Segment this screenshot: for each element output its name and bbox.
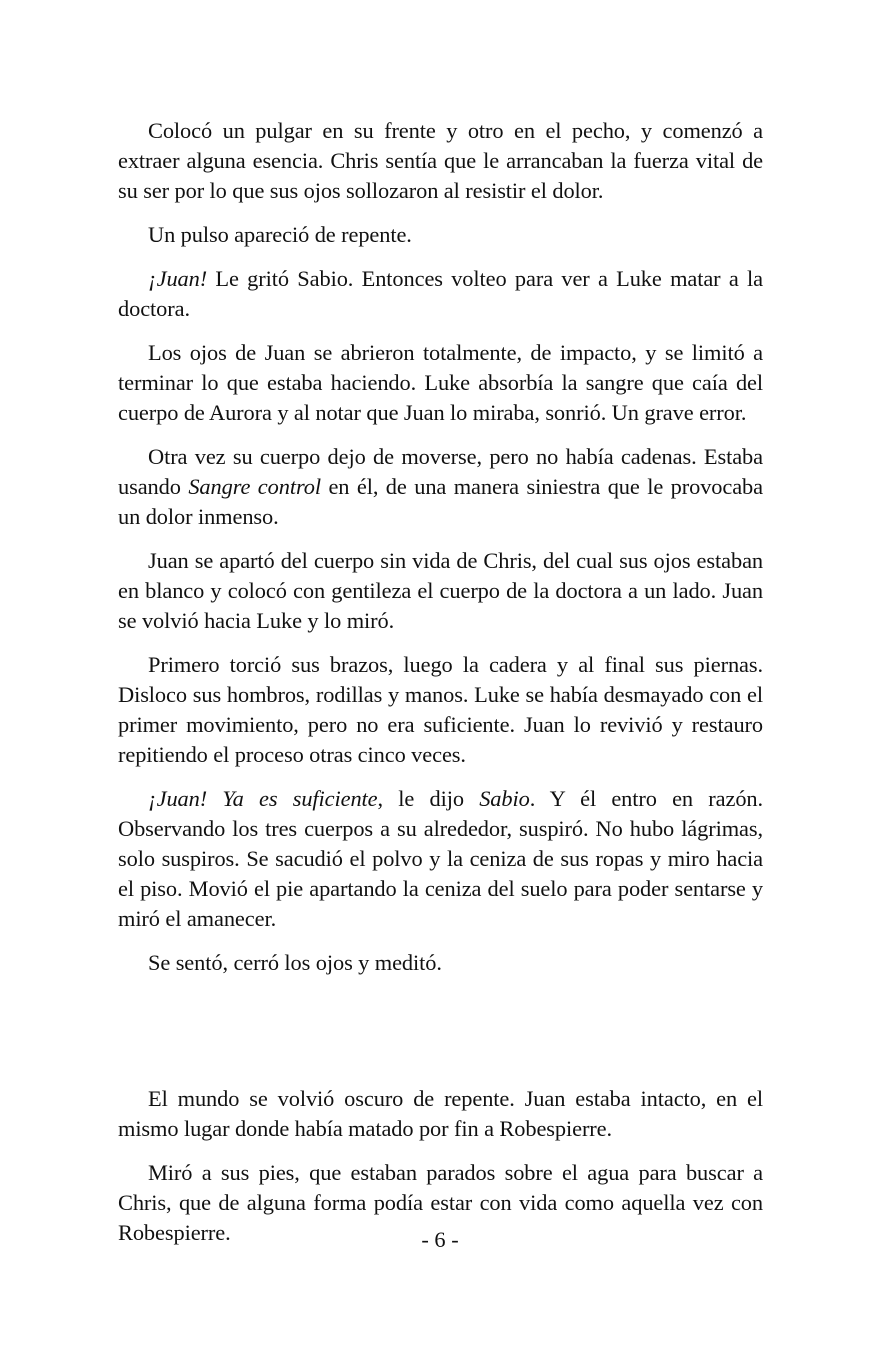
text-run: Primero torció sus brazos, luego la cadera y al final sus piernas. Disloco sus hombros, rodillas y manos. Luke se había desmayado con el primer movimiento, pero no era suficiente. Juan lo revivió y restauro repitiendo el proceso otras cinco veces. — [118, 652, 763, 767]
page-number: - 6 - — [421, 1227, 459, 1252]
text-run: Los ojos de Juan se abrieron totalmente, de impacto, y se limitó a terminar lo que estaba haciendo. Luke absorbía la sangre que caía del cuerpo de Aurora y al notar que Juan lo miraba, sonrió. Un grave error. — [118, 340, 763, 425]
paragraph — [118, 116, 763, 206]
text-run: , le dijo — [377, 786, 480, 811]
paragraph — [118, 338, 763, 428]
text-run: Se sentó, cerró los ojos y meditó. — [148, 950, 442, 975]
italic-text-run: ¡Juan! Ya es suficiente — [148, 786, 378, 811]
italic-text-run: ¡Juan! — [148, 266, 208, 291]
italic-text-run: Sangre control — [188, 474, 321, 499]
text-run: Un pulso apareció de repente. — [148, 222, 412, 247]
text-run: Miró a sus pies, que estaban parados sobre el agua para buscar a Chris, que de alguna forma podía estar con vida como aquella vez con Robespierre. — [118, 1160, 763, 1245]
scene-break — [118, 992, 763, 1084]
paragraph — [118, 784, 763, 934]
book-page — [118, 116, 763, 1262]
paragraph — [118, 220, 763, 250]
text-run: en él, de una manera siniestra que le provocaba un dolor inmenso. — [118, 474, 763, 529]
body-text-section-2 — [118, 1084, 763, 1248]
text-run: El mundo se volvió oscuro de repente. Juan estaba intacto, en el mismo lugar donde había matado por fin a Robespierre. — [118, 1086, 763, 1141]
text-run: Otra vez su cuerpo dejo de moverse, pero no había cadenas. Estaba usando — [118, 444, 763, 499]
body-text-section-1 — [118, 116, 763, 978]
italic-text-run: Sabio — [479, 786, 530, 811]
paragraph — [118, 948, 763, 978]
text-run: Le gritó Sabio. Entonces volteo para ver a Luke matar a la doctora. — [118, 266, 763, 321]
paragraph — [118, 264, 763, 324]
paragraph — [118, 1084, 763, 1144]
text-run: Juan se apartó del cuerpo sin vida de Chris, del cual sus ojos estaban en blanco y colocó con gentileza el cuerpo de la doctora a un lado. Juan se volvió hacia Luke y lo miró. — [118, 548, 763, 633]
paragraph — [118, 546, 763, 636]
text-run: . Y él entro en razón. Observando los tres cuerpos a su alrededor, suspiró. No hubo lágrimas, solo suspiros. Se sacudió el polvo y la ceniza de sus ropas y miro hacia el piso. Movió el pie apartando la ceniza del suelo para poder sentarse y miró el amanecer. — [118, 786, 764, 931]
paragraph — [118, 442, 763, 532]
paragraph — [118, 650, 763, 770]
text-run: Colocó un pulgar en su frente y otro en el pecho, y comenzó a extraer alguna esencia. Chris sentía que le arrancaban la fuerza vital de su ser por lo que sus ojos sollozaron al resistir el dolor. — [118, 118, 763, 203]
